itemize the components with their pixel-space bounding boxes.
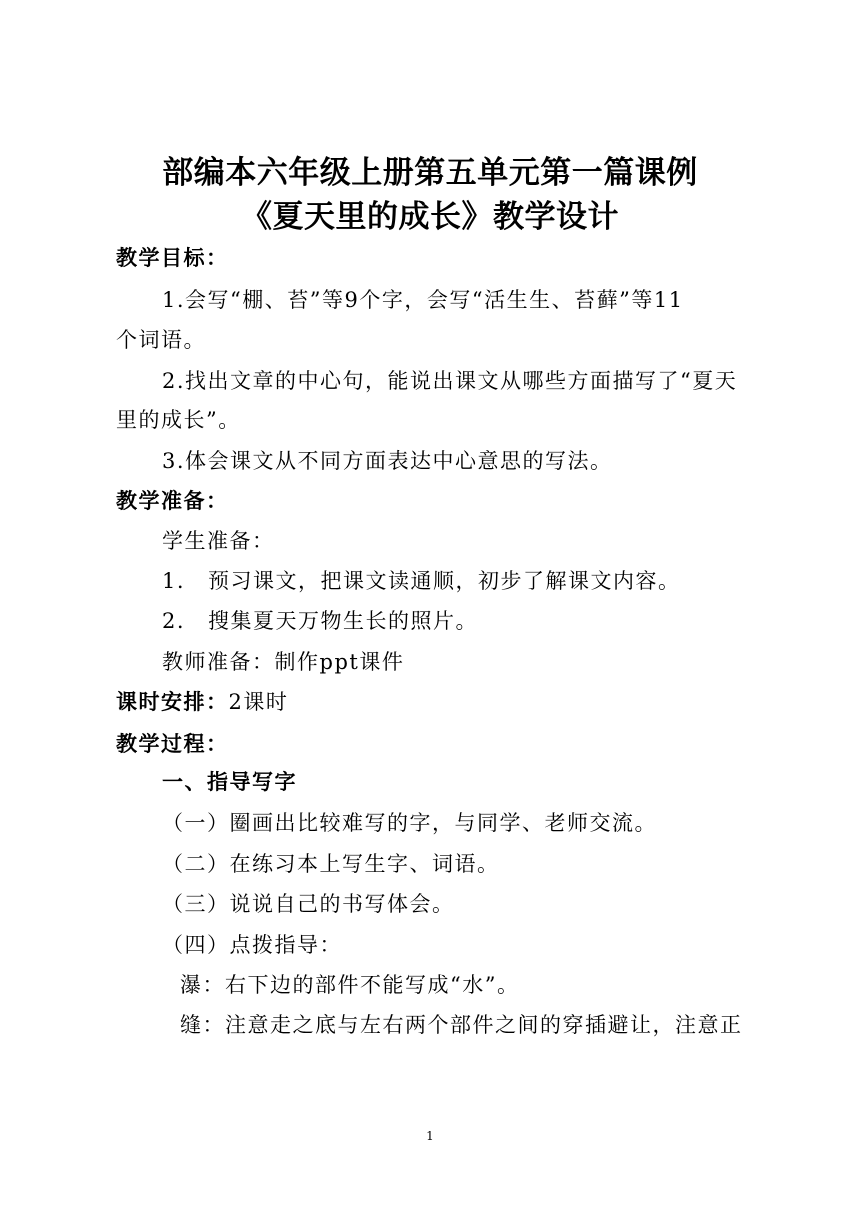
objectives-heading: 教学目标： (116, 246, 229, 270)
objective-2-line1: 2.找出文章的中心句，能说出课文从哪些方面描写了“夏天 (162, 369, 738, 393)
process-step: （二）在练习本上写生字、词语。 (162, 852, 500, 876)
preparation-heading: 教学准备： (116, 489, 229, 513)
list-item-text: 搜集夏天万物生长的照片。 (208, 609, 478, 633)
objective-2-line2: 里的成长”。 (116, 408, 241, 432)
objective-3: 3.体会课文从不同方面表达中心意思的写法。 (162, 449, 613, 473)
process-heading: 教学过程： (116, 732, 229, 756)
schedule-line (116, 687, 288, 717)
document-title-line1: 部编本六年级上册第五单元第一篇课例 (162, 155, 698, 191)
list-number: 2. (162, 609, 186, 633)
student-preparation-item (162, 566, 681, 596)
page-number: 1 (426, 1129, 434, 1143)
process-step: （三）说说自己的书写体会。 (162, 892, 455, 916)
student-preparation-label: 学生准备： (162, 529, 275, 553)
writing-note: 缝：注意走之底与左右两个部件之间的穿插避让，注意正 (180, 1013, 743, 1037)
document-title-line2: 《夏天里的成长》教学设计 (241, 199, 619, 235)
objective-1-line1: 1.会写“棚、苔”等9个字，会写“活生生、苔藓”等11 (162, 288, 684, 312)
teacher-preparation: 教师准备：制作ppt课件 (162, 650, 405, 674)
schedule-value: 2课时 (228, 690, 289, 714)
process-section-1: 一、指导写字 (162, 770, 297, 794)
schedule-label: 课时安排： (116, 690, 229, 714)
process-step: （四）点拨指导： (162, 933, 342, 957)
process-step: （一）圈画出比较难写的字，与同学、老师交流。 (162, 811, 657, 835)
list-number: 1. (162, 569, 186, 593)
student-preparation-item (162, 606, 478, 636)
objective-1-line2: 个词语。 (116, 328, 206, 352)
list-item-text: 预习课文，把课文读通顺，初步了解课文内容。 (208, 569, 681, 593)
writing-note: 瀑：右下边的部件不能写成“水”。 (180, 973, 520, 997)
